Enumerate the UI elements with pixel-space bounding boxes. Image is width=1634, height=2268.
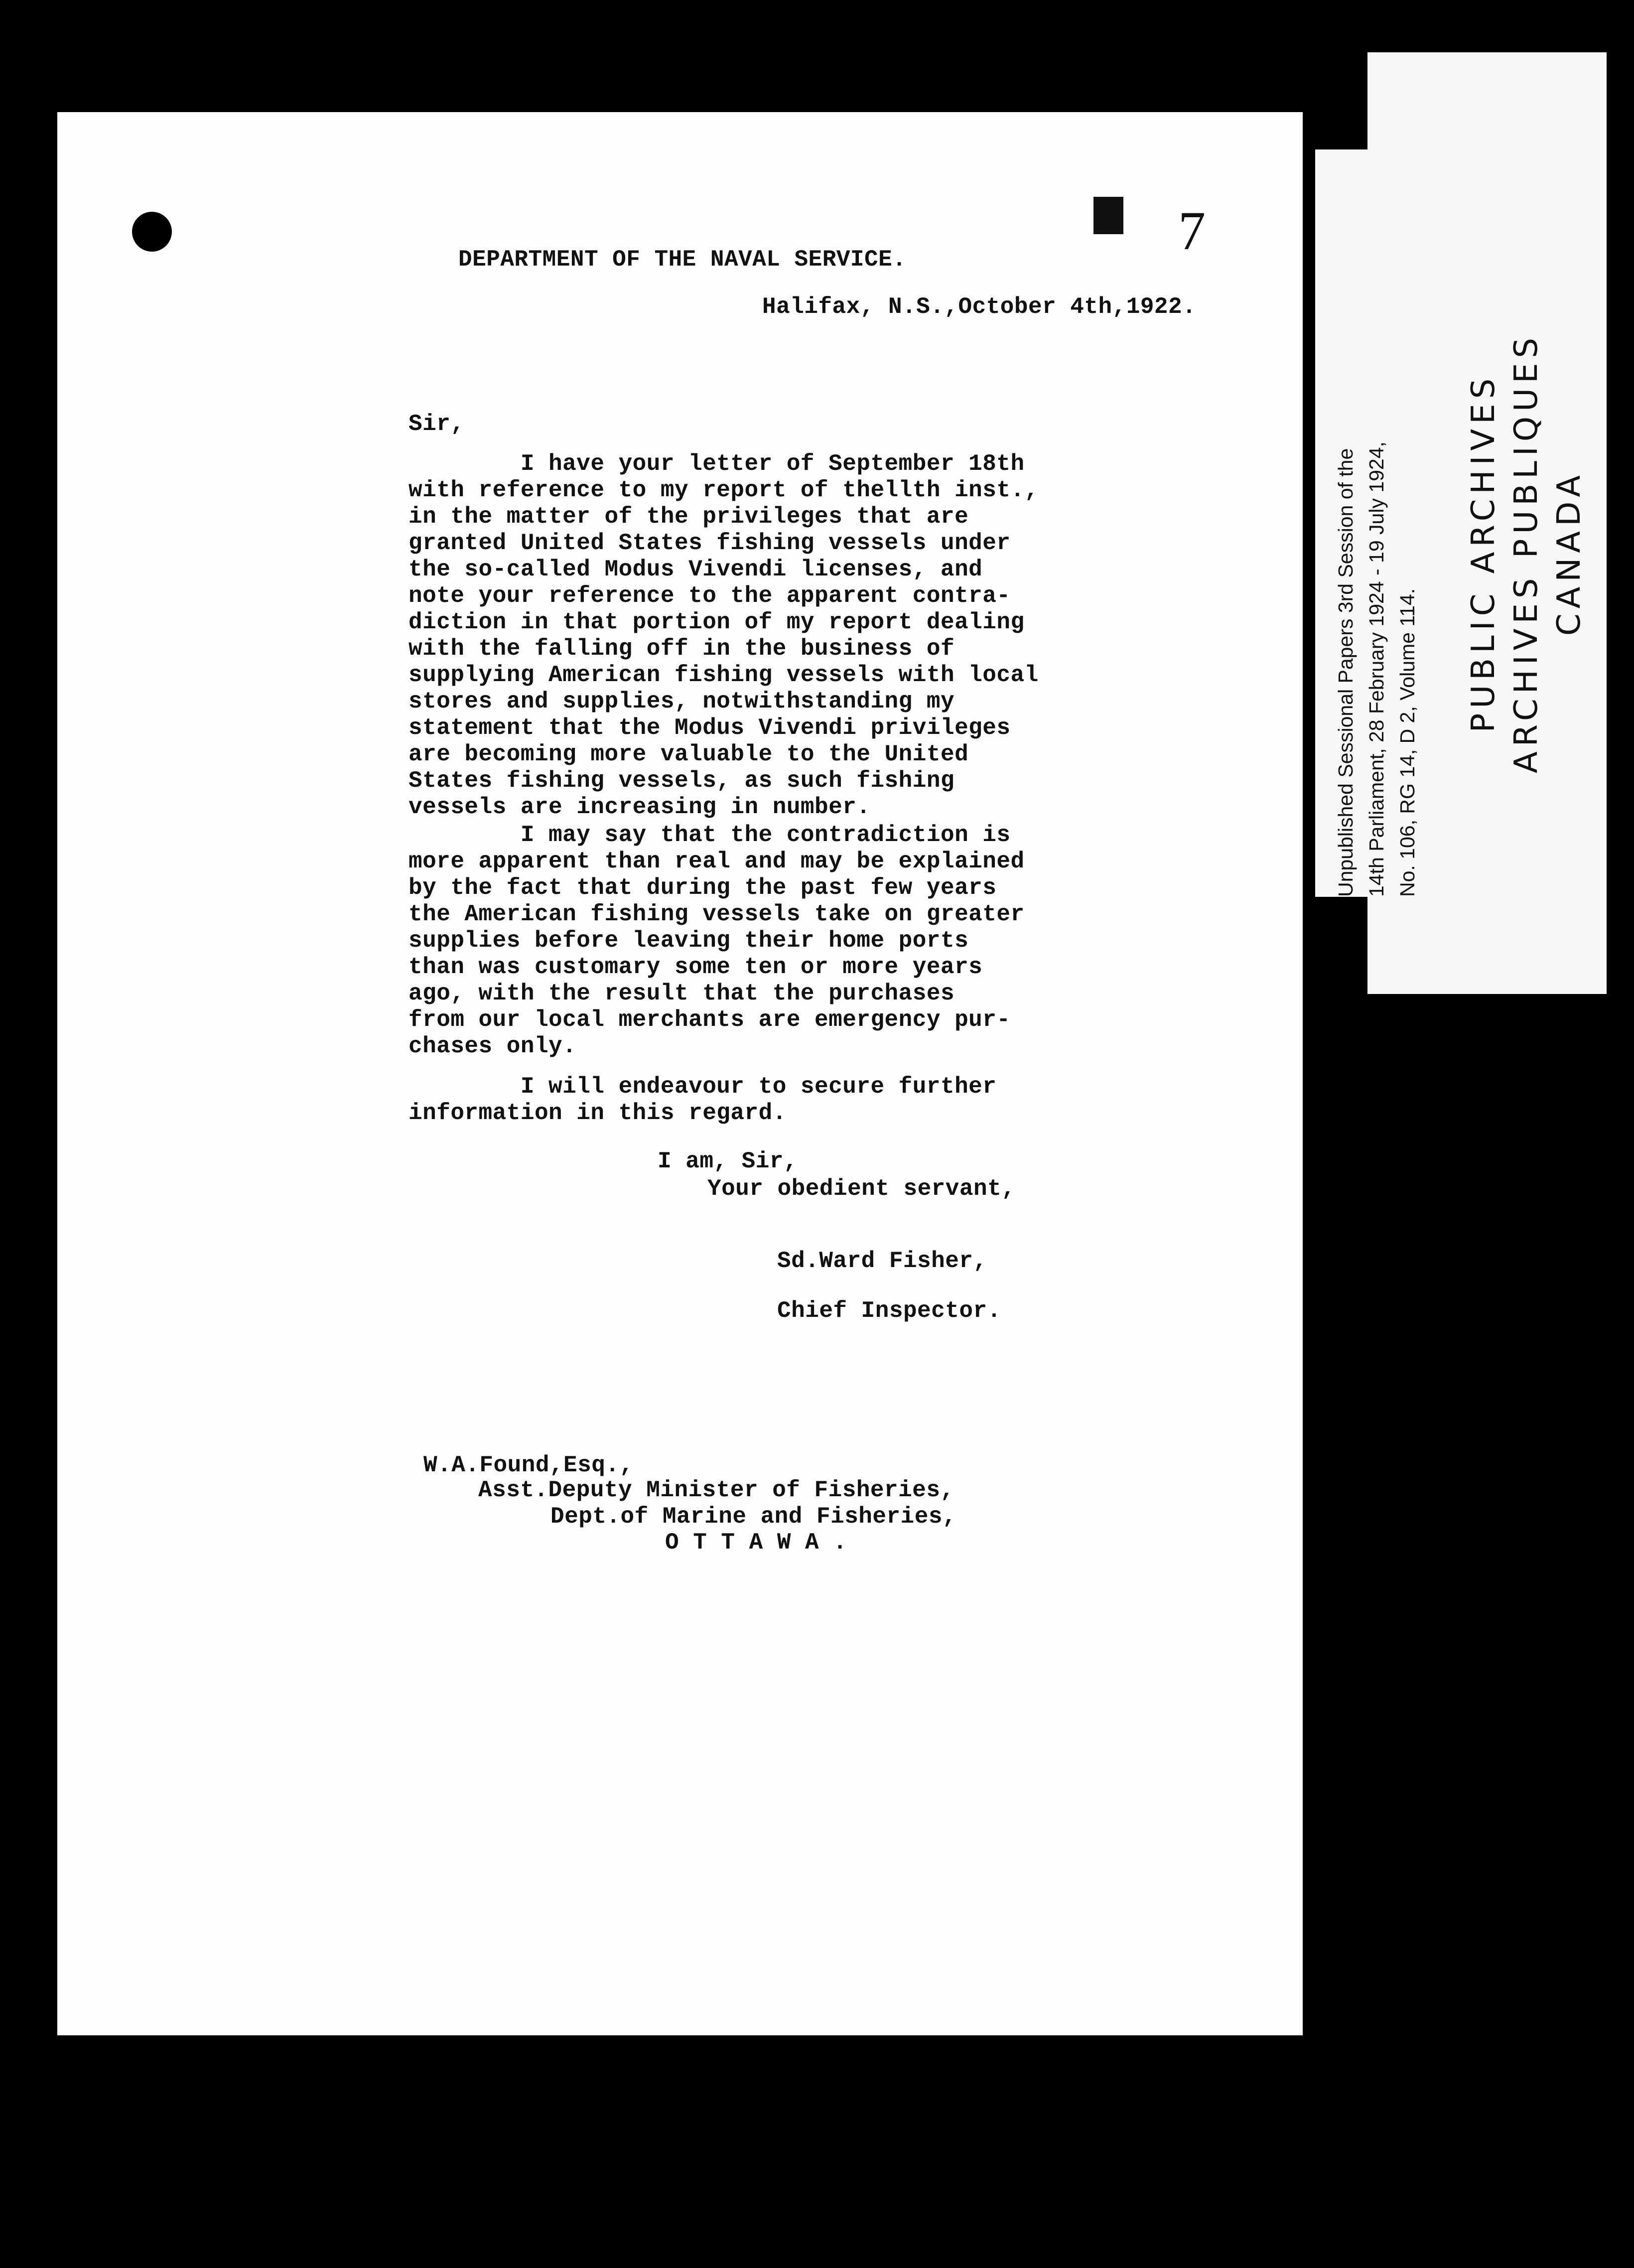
archives-stamp <box>1462 329 1592 777</box>
ink-mark <box>1093 197 1123 234</box>
addressee-line-3: Dept.of Marine and Fisheries, <box>550 1504 957 1530</box>
closing-line-2: Your obedient servant, <box>707 1176 1016 1202</box>
place-date: Halifax, N.S.,October 4th,1922. <box>762 294 1197 320</box>
addressee-line-1: W.A.Found,Esq., <box>423 1452 634 1478</box>
salutation: Sir, <box>408 411 465 437</box>
stamp-line-2: ARCHIVES PUBLIQUES <box>1508 332 1545 774</box>
label-line-1: Unpublished Sessional Papers 3rd Session of the <box>1334 448 1357 897</box>
body-paragraph-2: I may say that the contradiction is more apparent than real and may be explained by the fact that during the past few years the American fishing vessels take on greater supplies before leaving their home ports than was customary some ten or more years ago, with the result that the purchases from our local merchants are emergency pur- chases only. <box>408 822 1025 1059</box>
department-heading: DEPARTMENT OF THE NAVAL SERVICE. <box>458 247 907 273</box>
stamp-line-1: PUBLIC ARCHIVES <box>1465 373 1502 733</box>
closing-line-1: I am, Sir, <box>658 1148 798 1174</box>
stamp-line-3: CANADA <box>1551 470 1588 636</box>
archive-reference-text <box>1330 149 1450 897</box>
page-number: 7 <box>1178 200 1206 261</box>
addressee-line-4: O T T A W A . <box>665 1530 847 1556</box>
label-line-2: 14th Parliament, 28 February 1924 - 19 July 1924, <box>1365 441 1388 897</box>
body-paragraph-1: I have your letter of September 18th with reference to my report of thellth inst., in the matter of the privileges that are granted United States fishing vessels under the so-called Modus Vivendi licenses, and note your reference to the apparent contra- diction in that portion of my report dealing with the falling off in the business of supplying American fishing vessels with local stores and supplies, notwithstanding my statement that the Modus Vivendi privileges are becoming more valuable to the United States fishing vessels, as such fishing vessels are increasing in number. <box>408 451 1039 820</box>
punch-hole <box>132 212 172 252</box>
addressee-line-2: Asst.Deputy Minister of Fisheries, <box>478 1477 954 1503</box>
signature: Sd.Ward Fisher, <box>777 1248 987 1274</box>
label-line-3: No. 106, RG 14, D 2, Volume 114. <box>1396 588 1419 897</box>
body-paragraph-3: I will endeavour to secure further information in this regard. <box>408 1074 997 1126</box>
signer-title: Chief Inspector. <box>777 1298 1001 1324</box>
